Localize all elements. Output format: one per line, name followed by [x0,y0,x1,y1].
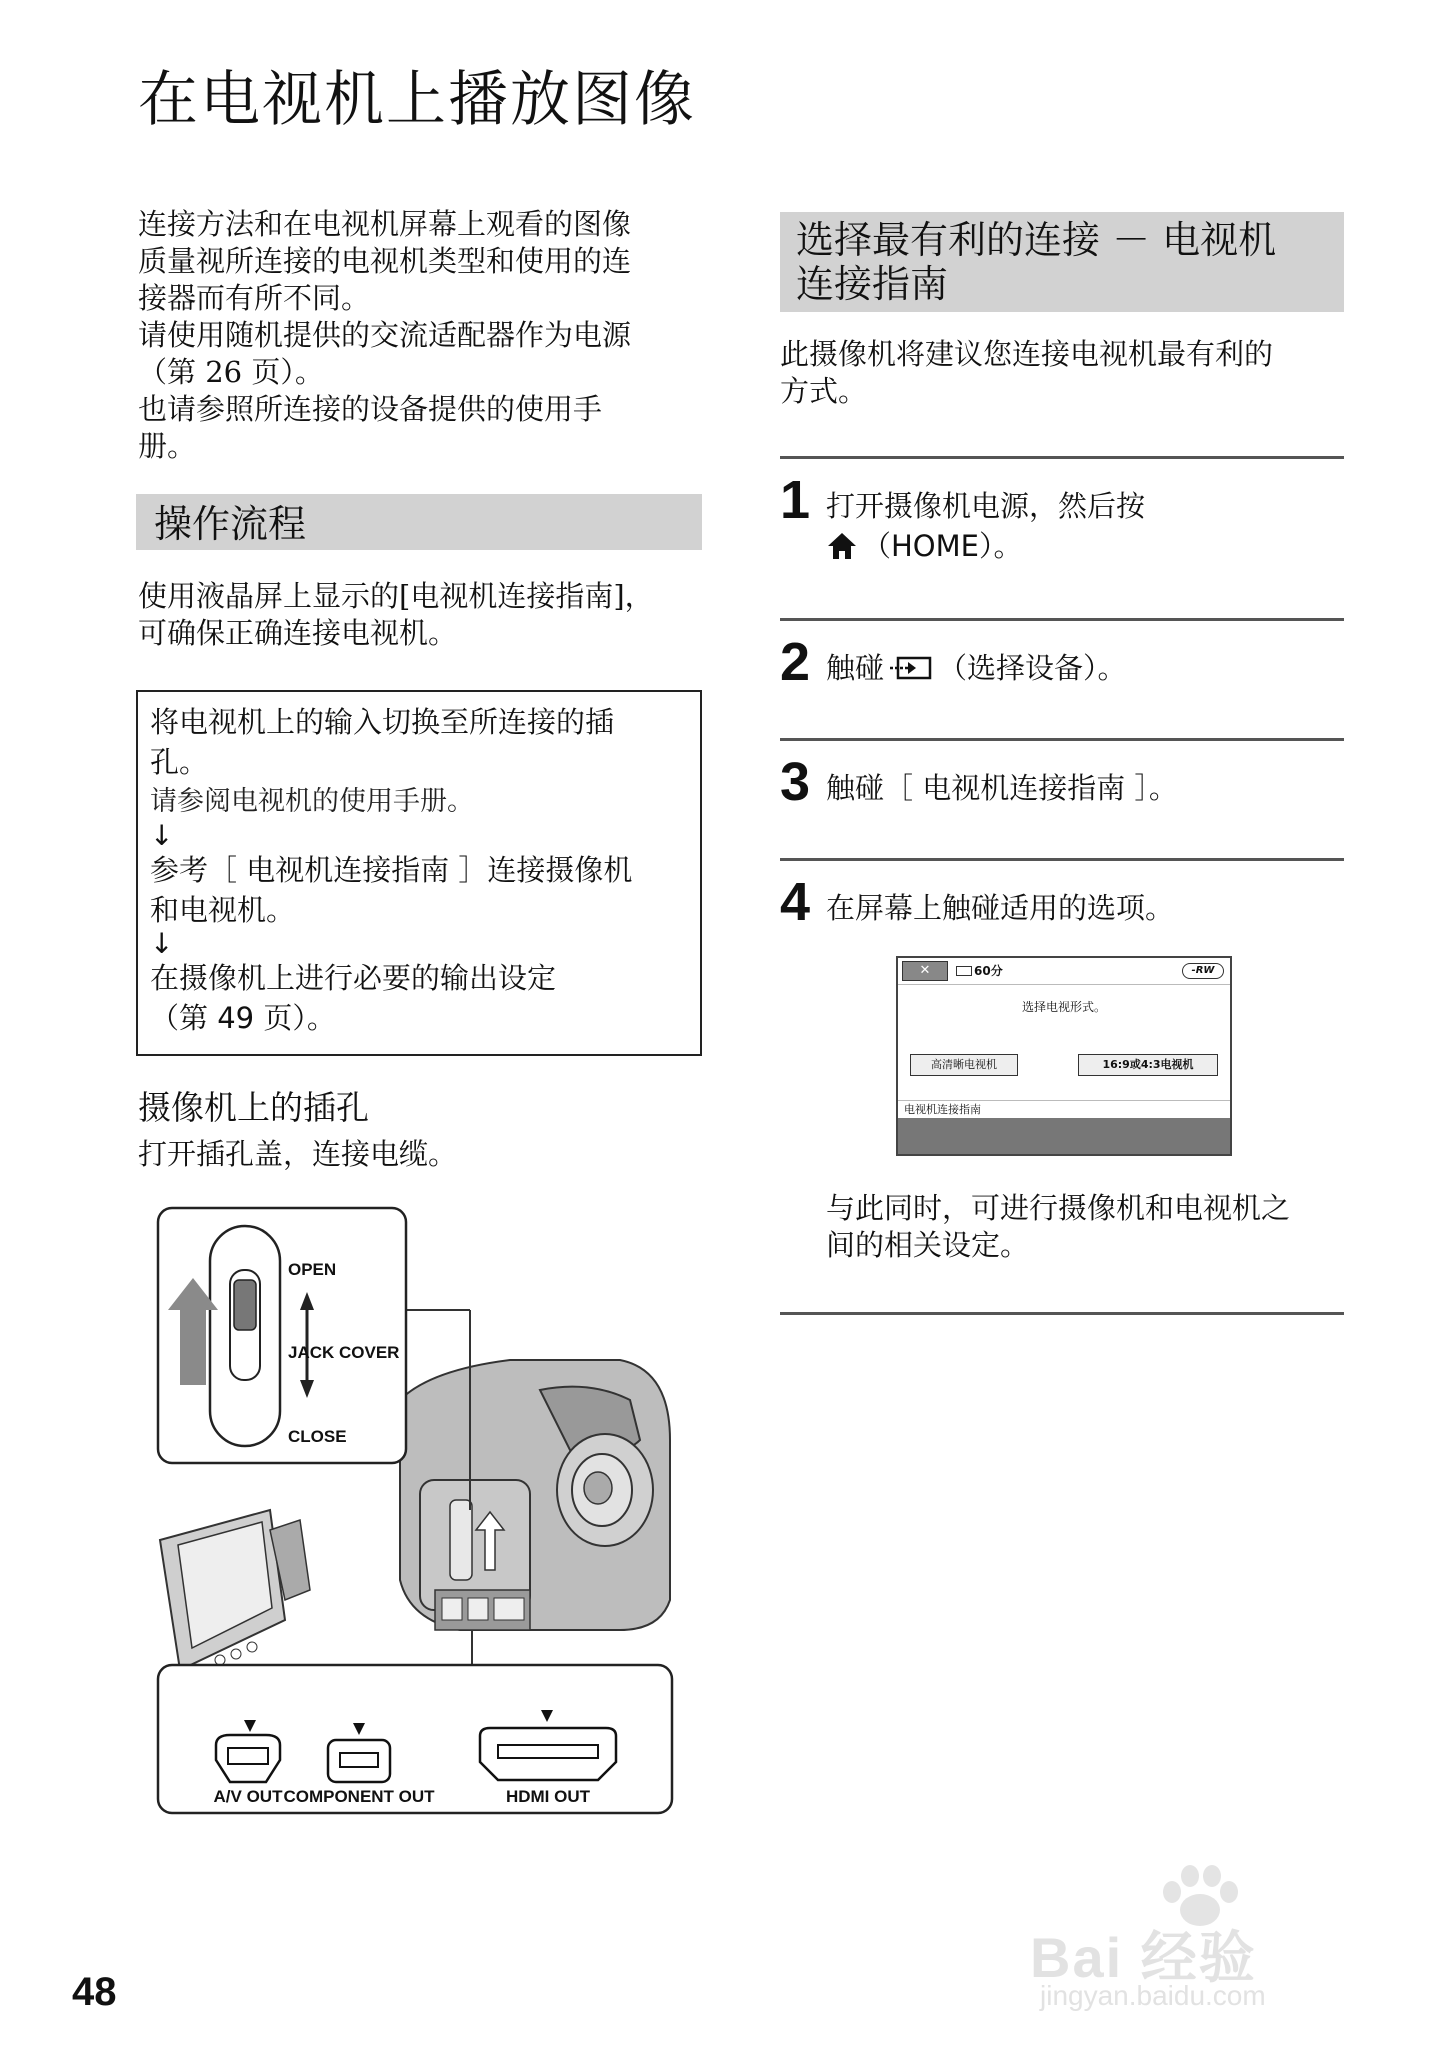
step-divider [780,618,1344,621]
after-paragraph [826,1190,1346,1264]
intro-line: 质量视所连接的电视机类型和使用的连 [138,244,632,278]
down-arrow-icon: ↓ [150,819,174,852]
guide-intro [780,336,1344,410]
intro-paragraph [138,206,698,465]
screen-close-button[interactable]: ✕ [902,961,948,981]
intro-line: 请使用随机提供的交流适配器作为电源 [138,318,632,352]
step-divider [780,456,1344,459]
step-divider [780,1312,1344,1315]
watermark-brand: Bai 经验 [1030,1926,1257,1989]
step-3-text: 触碰［ 电视机连接指南 ］。 [826,771,1178,805]
watermark-url: jingyan.baidu.com [1040,1980,1266,2011]
flow-step-1-line: 孔。 [150,745,209,779]
step-2-text-after: （选择设备）。 [938,651,1127,685]
step-4-text: 在屏幕上触碰适用的选项。 [826,891,1175,925]
guide-intro-line: 此摄像机将建议您连接电视机最有利的 [780,337,1274,371]
flow-step-3-line: 在摄像机上进行必要的输出设定 [150,961,557,995]
jacks-heading: 摄像机上的插孔 [138,1088,369,1127]
after-line: 与此同时，可进行摄像机和电视机之 [826,1191,1291,1225]
select-device-icon [888,654,934,682]
step-1 [780,470,1344,600]
battery-icon [956,966,972,976]
jacks-text: 打开插孔盖，连接电缆。 [138,1137,458,1171]
page-title: 在电视机上播放图像 [138,65,696,135]
sd-tv-option-button[interactable]: 16:9或4:3电视机 [1078,1054,1218,1076]
intro-line: 册。 [138,429,197,463]
open-label: OPEN [288,1260,337,1279]
operation-paragraph [138,578,708,652]
intro-line: （第 26 页）。 [138,355,324,389]
step-number: 2 [780,632,811,692]
flow-step-1-note: 请参阅电视机的使用手册。 [150,786,474,817]
page-number: 48 [72,1970,117,2014]
guide-heading [780,212,1344,312]
home-icon [826,531,858,561]
hd-tv-option-button[interactable]: 高清晰电视机 [910,1054,1018,1076]
step-3 [780,752,1344,842]
down-arrow-icon: ↓ [150,927,174,960]
media-badge: -RW [1182,963,1224,979]
guide-heading-line: 连接指南 [796,262,949,306]
step-1-text [826,486,1145,566]
step-number: 4 [780,872,811,932]
flow-box [136,690,702,1056]
flow-step-2-line: 参考［ 电视机连接指南 ］连接摄像机 [150,853,633,887]
step-1-line: 打开摄像机电源，然后按 [826,489,1146,523]
camera-jack-illustration [150,1200,680,1820]
operation-heading [136,494,702,550]
flow-step-3-line: （第 49 页）。 [150,1001,336,1035]
intro-line: 连接方法和在电视机屏幕上观看的图像 [138,207,632,241]
battery-remaining: 60分 [974,964,1003,978]
step-4 [780,872,1344,942]
flow-step-1-line: 将电视机上的输入切换至所连接的插 [150,705,615,739]
step-2 [780,632,1344,722]
lcd-screen [896,956,1232,1156]
step-1-line: （HOME）。 [862,529,1023,563]
operation-line: 使用液晶屏上显示的[电视机连接指南]， [138,579,654,613]
guide-heading-line: 选择最有利的连接 － 电视机 [796,218,1277,262]
component-out-label: COMPONENT OUT [283,1787,435,1806]
close-label: CLOSE [288,1427,347,1446]
screen-bottom-band [898,1118,1230,1154]
step-number: 3 [780,752,811,812]
av-out-label: A/V OUT [213,1787,283,1806]
screen-top-bar [898,958,1230,985]
step-divider [780,738,1344,741]
screen-footer: 电视机连接指南 [898,1100,1230,1118]
intro-line: 也请参照所连接的设备提供的使用手 [138,392,603,426]
step-divider [780,858,1344,861]
hdmi-out-label: HDMI OUT [505,1787,591,1806]
after-line: 间的相关设定。 [826,1228,1030,1262]
operation-heading-text: 操作流程 [154,502,307,546]
jack-cover-label: JACK COVER [288,1343,400,1362]
intro-line: 接器而有所不同。 [138,281,371,315]
step-2-text-before: 触碰 [826,651,885,685]
baidu-watermark [1030,1862,1370,2012]
step-number: 1 [780,470,811,530]
step-2-text [826,648,1127,688]
screen-prompt: 选择电视形式。 [1021,1000,1106,1014]
operation-line: 可确保正确连接电视机。 [138,616,458,650]
flow-step-2-line: 和电视机。 [150,893,296,927]
guide-intro-line: 方式。 [780,374,868,408]
